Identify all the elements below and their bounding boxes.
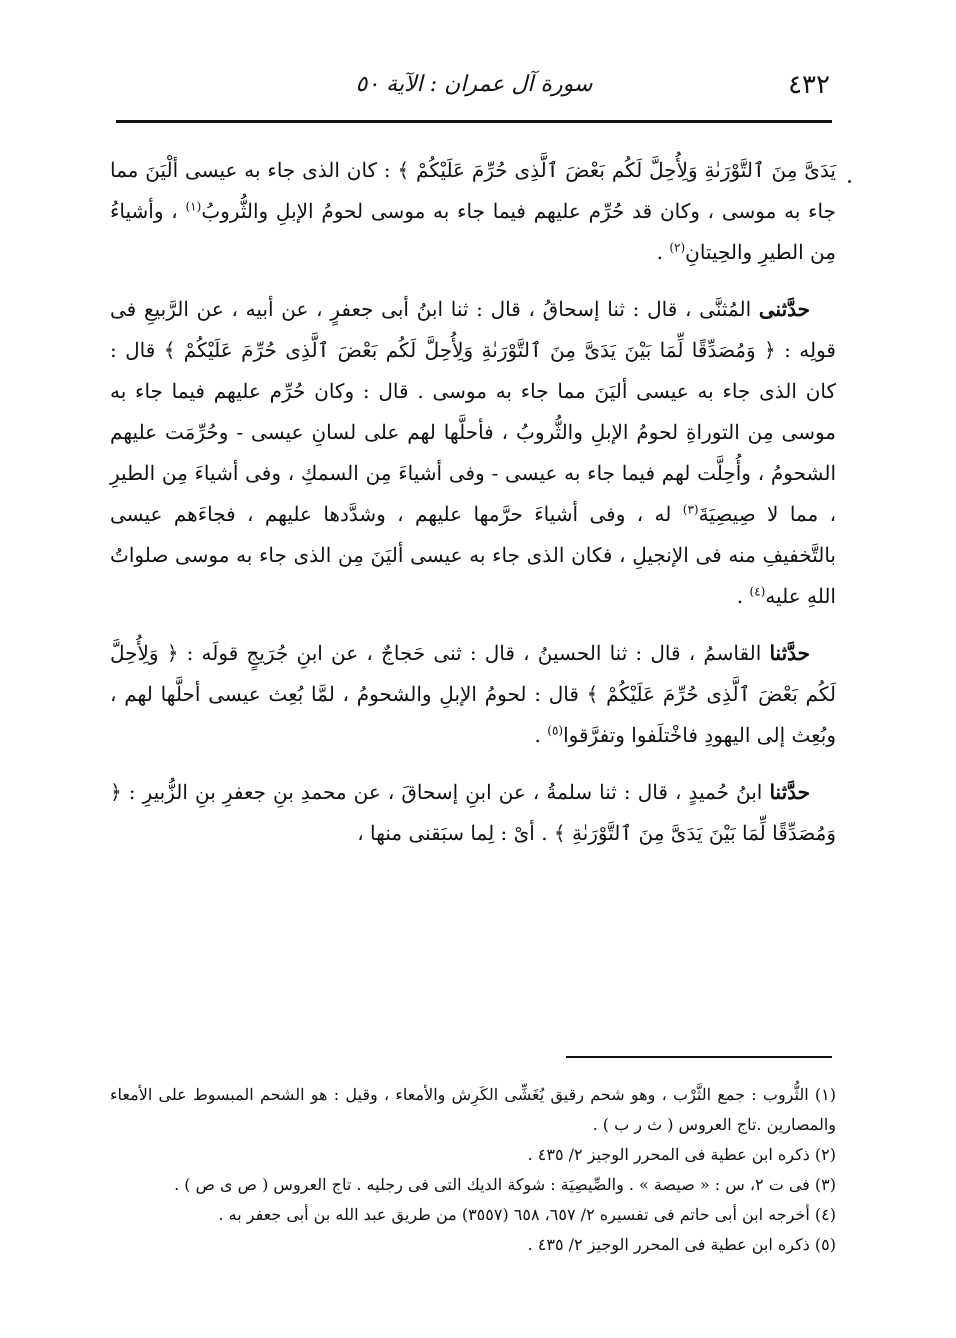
paragraph-lead: حدَّثنا — [769, 780, 810, 804]
footnote-ref: (١) — [185, 199, 202, 214]
paragraph-text: . — [736, 584, 750, 608]
footnote-ref: (٢) — [669, 240, 686, 255]
footnotes — [110, 1080, 836, 1260]
footnote-ref: (٣) — [682, 502, 699, 517]
paragraph-lead: حدَّثنا — [769, 641, 810, 665]
footnote: (٤) أخرجه ابن أبى حاتم فى تفسيره ٢/ ٦٥٧، ٦٥٨ (٣٥٥٧) من طريق عبد الله بن أبى جعفر به . — [218, 1205, 836, 1224]
footnote-ref: (٤) — [749, 584, 766, 599]
header-rule — [116, 120, 832, 123]
footnote: (٢) ذكره ابن عطية فى المحرر الوجيز ٢/ ٤٣٥ . — [527, 1145, 836, 1164]
paragraph — [110, 633, 836, 756]
paragraph-text: له ، وفى أشياءَ حرَّمها عليهم ، وشدَّدها عليهم ، فجاءَهم عيسى بالتَّخفيفِ منه فى الإنجيلِ ، فكان الذى جاء به عيسى أليَنَ مِن الذى جاء به موسى صلواتُ اللهِ عليه — [110, 502, 836, 608]
running-title: سورة آل عمران : الآية ٥٠ — [355, 72, 593, 97]
paragraph — [110, 289, 836, 617]
paragraph-text: . — [656, 240, 670, 264]
footnote-ref: (٥) — [547, 723, 564, 738]
paragraph-text: يَدَىَّ مِنَ ٱلتَّوْرَىٰةِ وَلِأُحِلَّ لَكُم بَعْضَ ٱلَّذِى حُرِّمَ عَلَيْكُمْ ﴾ : كان الذى جاء به عيسى ألْيَنَ مما جاء به موسى ، وكان قد حُرِّم عليهم فيما جاء به موسى لحومُ الإبلِ والثُّروبُ — [110, 158, 836, 223]
footnote: (٣) فى ت ٢، س : « صيصة » . والصِّيصِيَة : شوكة الديك التى فى رجليه . تاج العروس ( ص ى ص ) . — [174, 1175, 836, 1194]
paragraph-lead: حدَّثنى — [758, 297, 810, 321]
paragraph-text: القاسمُ ، قال : ثنا الحسينُ ، قال : ثنى حَجاجٌ ، عن ابنِ جُرَيجٍ قولَه : ﴿ وَلِأُحِلَّ لَكُم بَعْضَ ٱلَّذِى حُرِّمَ عَلَيْكُمْ ﴾ قال : لحومُ الإبلِ والشحومُ ، لمَّا بُعِث عيسى أحلَّها لهم ، وبُعِث إلى اليهودِ فاخْتلَفوا وتفرَّقوا — [110, 641, 836, 747]
footnote: (١) الثُّروب : جمع الثَّرْب ، وهو شحم رقيق يُغَشِّى الكَرِش والأمعاء ، وقيل : هو الشحم المبسوط على الأمعاء والمصارين .تاج العروس ( ث ر ب ) . — [110, 1085, 836, 1134]
paragraph-text: المُثنَّى ، قال : ثنا إسحاقُ ، قال : ثنا ابنُ أبى جعفرٍ ، عن أبيه ، عن الرَّبيعِ فى قولِه : ﴿ وَمُصَدِّقًا لِّمَا بَيْنَ يَدَىَّ مِنَ ٱلتَّوْرَىٰةِ وَلِأُحِلَّ لَكُم بَعْضَ ٱلَّذِى حُرِّمَ عَلَيْكُمْ ﴾ قال : كان الذى جاء به عيسى أليَنَ مما جاء به موسى . قال : وكان حُرِّم عليهم فيما جاء به موسى مِن التوراةِ لحومُ الإبلِ والثُّروبُ ، فأحلَّها لهم على لسانِ عيسى - وحُرِّمَت عليهم الشحومُ ، وأُحِلَّت لهم فيما جاء به عيسى - وفى أشياءَ مِن السمكِ ، وفى أشياءَ مِن الطيرِ ، مما لا صِيصِيَةَ — [110, 297, 837, 526]
paragraph — [110, 772, 836, 854]
paragraph — [110, 150, 836, 273]
footnote: (٥) ذكره ابن عطية فى المحرر الوجيز ٢/ ٤٣٥ . — [527, 1235, 836, 1254]
page-header — [118, 70, 830, 114]
main-text — [110, 150, 836, 870]
footnote-rule — [566, 1056, 832, 1058]
page-number: ٤٣٢ — [788, 70, 830, 100]
paragraph-text: ابنُ حُميدٍ ، قال : ثنا سلمةُ ، عن ابنِ إسحاقَ ، عن محمدِ بنِ جعفرِ بنِ الزُّبيرِ : ﴿ وَمُصَدِّقًا لِّمَا بَيْنَ يَدَىَّ مِنَ ٱلتَّوْرَىٰةِ ﴾ . أىْ : لِما سبَقنى منها ، — [110, 780, 836, 845]
paragraph-text: ، وأشياءُ مِن الطيرِ والحِيتانِ — [110, 199, 836, 264]
margin-dot — [848, 180, 851, 183]
paragraph-text: . — [534, 723, 548, 747]
